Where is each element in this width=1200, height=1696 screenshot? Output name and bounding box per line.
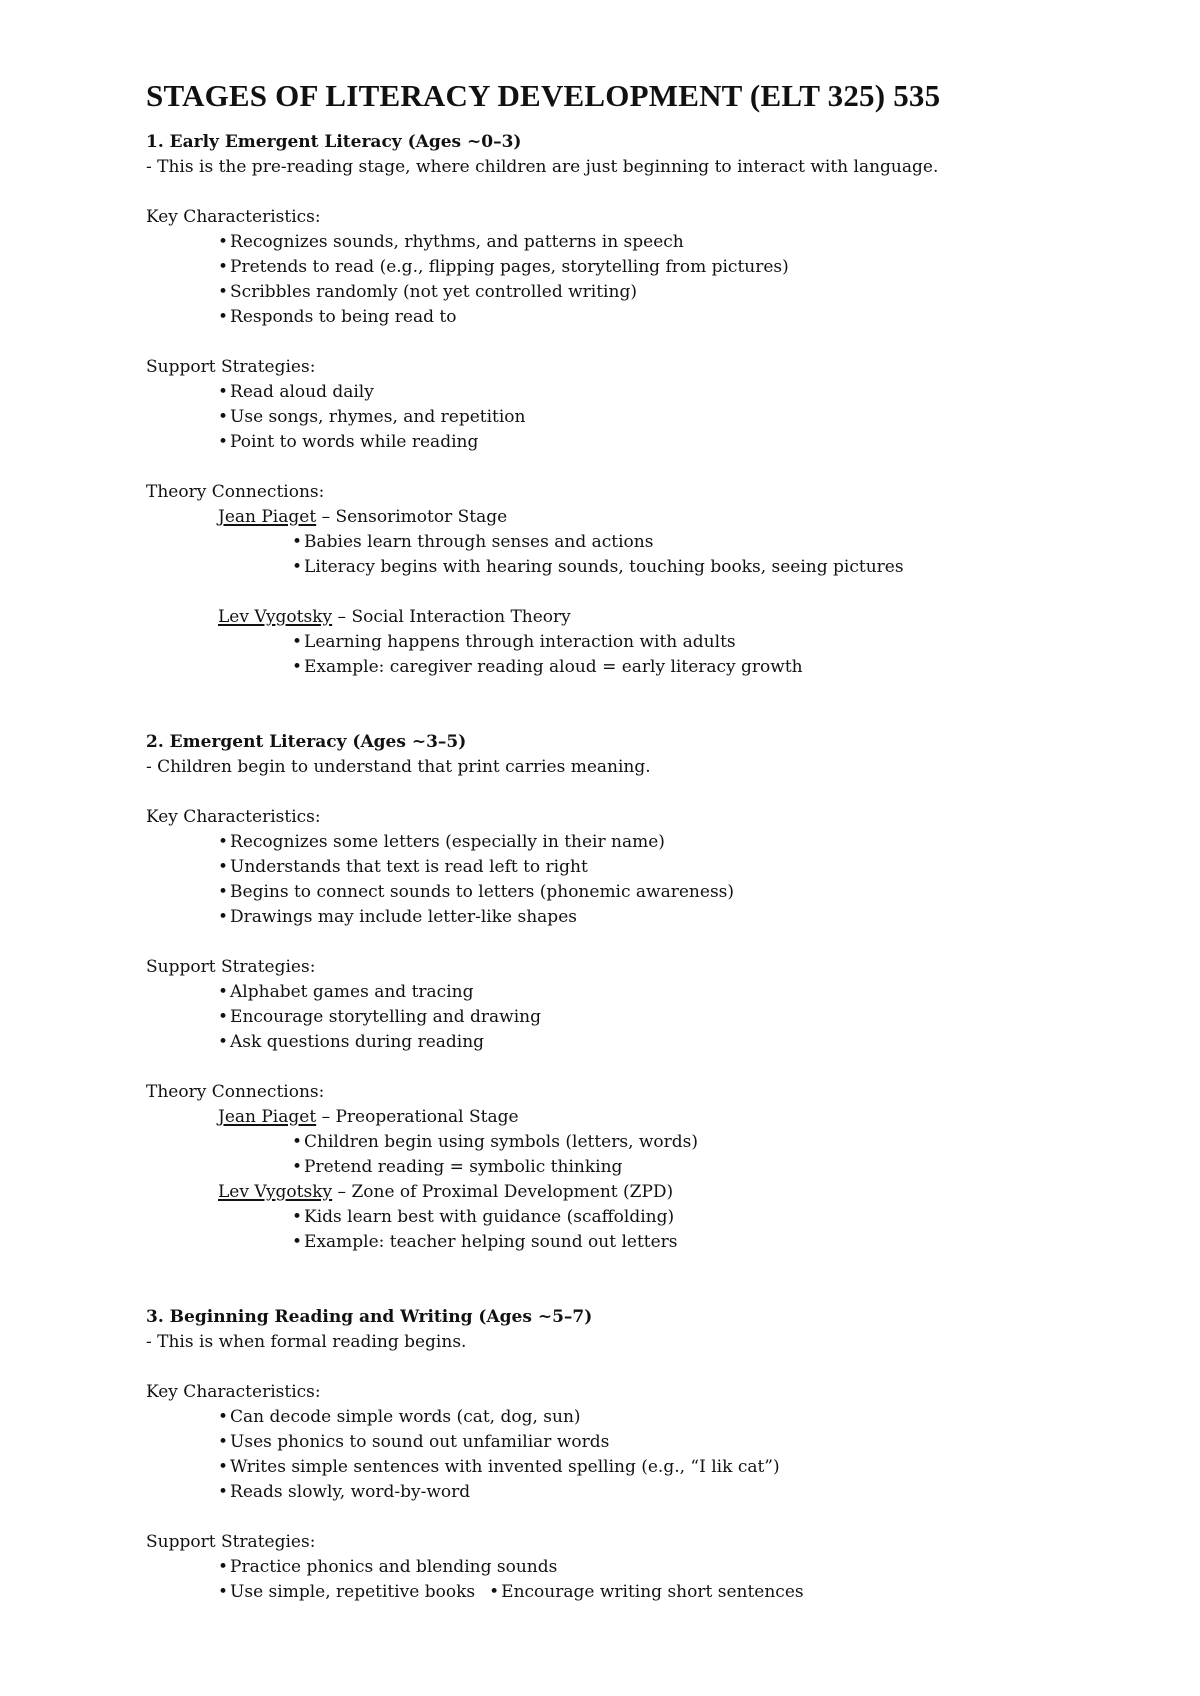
list-item-text: Point to words while reading <box>230 432 479 452</box>
theory-heading <box>146 605 1146 630</box>
list-item <box>146 405 1146 430</box>
list-item-text: Practice phonics and blending sounds <box>230 1557 558 1577</box>
stage-description: - Children begin to understand that print carries meaning. <box>146 757 651 777</box>
list-item <box>146 1580 1146 1605</box>
bullet: • <box>218 857 229 877</box>
theory-concept: Sensorimotor Stage <box>335 507 508 527</box>
bullet: • <box>218 432 229 452</box>
stage-3-section <box>146 1305 1146 1605</box>
list-item-text: Can decode simple words (cat, dog, sun) <box>230 1407 581 1427</box>
dash: – <box>337 607 347 627</box>
support-strategies-label: Support Strategies: <box>146 1532 316 1552</box>
key-characteristics-label: Key Characteristics: <box>146 207 321 227</box>
list-item-text: Scribbles randomly (not yet controlled writing) <box>230 282 637 302</box>
list-item <box>146 230 1146 255</box>
bullet: • <box>218 1482 229 1502</box>
list-item-text: Read aloud daily <box>230 382 374 402</box>
bullet: • <box>218 1032 229 1052</box>
bullet: • <box>489 1582 500 1602</box>
support-strategies-label: Support Strategies: <box>146 957 316 977</box>
stage-description: - This is the pre-reading stage, where children are just beginning to interact with language. <box>146 157 939 177</box>
theory-connections-label: Theory Connections: <box>146 1082 325 1102</box>
theorist-name: Jean Piaget <box>218 1107 317 1127</box>
list-item <box>146 830 1146 855</box>
stage-2-section <box>146 730 1146 1255</box>
list-item-text: Reads slowly, word-by-word <box>230 1482 471 1502</box>
bullet: • <box>292 1232 303 1252</box>
list-item-text: Use songs, rhymes, and repetition <box>230 407 526 427</box>
bullet: • <box>218 1557 229 1577</box>
theorist-name: Lev Vygotsky <box>218 1182 333 1202</box>
bullet: • <box>292 1157 303 1177</box>
list-item-text: Encourage storytelling and drawing <box>230 1007 541 1027</box>
key-characteristics-label: Key Characteristics: <box>146 807 321 827</box>
theory-heading <box>146 1180 1146 1205</box>
theorist-name: Lev Vygotsky <box>218 607 333 627</box>
list-item-text: Pretends to read (e.g., flipping pages, storytelling from pictures) <box>230 257 789 277</box>
list-item <box>146 255 1146 280</box>
list-item-text: Pretend reading = symbolic thinking <box>304 1157 623 1177</box>
bullet: • <box>292 532 303 552</box>
list-item <box>146 655 1146 680</box>
bullet: • <box>218 882 229 902</box>
list-item-text: Example: caregiver reading aloud = early literacy growth <box>304 657 803 677</box>
bullet: • <box>218 232 229 252</box>
list-item-text: Begins to connect sounds to letters (phonemic awareness) <box>230 882 735 902</box>
list-item <box>146 630 1146 655</box>
list-item-text: Alphabet games and tracing <box>230 982 474 1002</box>
theory-concept: Social Interaction Theory <box>351 607 571 627</box>
list-item-text: Recognizes some letters (especially in their name) <box>230 832 665 852</box>
list-item-text: Example: teacher helping sound out letters <box>304 1232 678 1252</box>
bullet: • <box>218 982 229 1002</box>
list-item-text: Uses phonics to sound out unfamiliar words <box>230 1432 610 1452</box>
theory-concept: Zone of Proximal Development (ZPD) <box>351 1182 674 1202</box>
bullet: • <box>292 1132 303 1152</box>
dash: – <box>321 507 331 527</box>
list-item <box>146 555 1146 580</box>
theorist-name: Jean Piaget <box>218 507 317 527</box>
list-item <box>146 1555 1146 1580</box>
list-item <box>146 530 1146 555</box>
key-characteristics-label: Key Characteristics: <box>146 1382 321 1402</box>
bullet: • <box>218 282 229 302</box>
list-item-text: Understands that text is read left to right <box>230 857 588 877</box>
list-item <box>146 1030 1146 1055</box>
list-item-text: Ask questions during reading <box>230 1032 485 1052</box>
bullet: • <box>218 257 229 277</box>
stage-heading: 2. Emergent Literacy (Ages ~3–5) <box>146 732 467 752</box>
dash: – <box>337 1182 347 1202</box>
list-item <box>146 1455 1146 1480</box>
list-item-text: Learning happens through interaction with adults <box>304 632 736 652</box>
list-item <box>146 1405 1146 1430</box>
list-item-text: Recognizes sounds, rhythms, and patterns in speech <box>230 232 684 252</box>
list-item-text: Use simple, repetitive books <box>230 1582 476 1602</box>
bullet: • <box>292 657 303 677</box>
list-item-text: Children begin using symbols (letters, words) <box>304 1132 699 1152</box>
list-item-text: Literacy begins with hearing sounds, touching books, seeing pictures <box>304 557 904 577</box>
list-item <box>146 1130 1146 1155</box>
list-item <box>146 880 1146 905</box>
bullet: • <box>218 307 229 327</box>
list-item <box>146 380 1146 405</box>
list-item-text: Writes simple sentences with invented spelling (e.g., “I lik cat”) <box>230 1457 780 1477</box>
list-item <box>146 855 1146 880</box>
list-item-text: Responds to being read to <box>230 307 457 327</box>
stage-1-section <box>146 130 1146 680</box>
document-page <box>146 74 1146 1605</box>
list-item <box>146 430 1146 455</box>
list-item-text: Babies learn through senses and actions <box>304 532 654 552</box>
bullet: • <box>218 407 229 427</box>
list-item <box>146 305 1146 330</box>
bullet: • <box>292 1207 303 1227</box>
list-item <box>146 280 1146 305</box>
list-item <box>146 1005 1146 1030</box>
list-item <box>146 1480 1146 1505</box>
bullet: • <box>218 907 229 927</box>
support-strategies-label: Support Strategies: <box>146 357 316 377</box>
list-item <box>146 905 1146 930</box>
list-item-text: Encourage writing short sentences <box>501 1582 804 1602</box>
list-item <box>146 1430 1146 1455</box>
list-item-text: Drawings may include letter-like shapes <box>230 907 577 927</box>
list-item <box>146 1155 1146 1180</box>
stage-description: - This is when formal reading begins. <box>146 1332 467 1352</box>
theory-heading <box>146 1105 1146 1130</box>
theory-heading <box>146 505 1146 530</box>
bullet: • <box>218 1407 229 1427</box>
list-item-text: Kids learn best with guidance (scaffolding) <box>304 1207 675 1227</box>
list-item <box>146 1230 1146 1255</box>
theory-connections-label: Theory Connections: <box>146 482 325 502</box>
stage-heading: 3. Beginning Reading and Writing (Ages ~5–7) <box>146 1307 593 1327</box>
bullet: • <box>292 632 303 652</box>
bullet: • <box>218 1582 229 1602</box>
bullet: • <box>292 557 303 577</box>
dash: – <box>321 1107 331 1127</box>
list-item <box>146 1205 1146 1230</box>
bullet: • <box>218 1007 229 1027</box>
theory-concept: Preoperational Stage <box>335 1107 519 1127</box>
bullet: • <box>218 382 229 402</box>
list-item <box>146 980 1146 1005</box>
document-title: STAGES OF LITERACY DEVELOPMENT (ELT 325) 535 <box>146 78 941 113</box>
bullet: • <box>218 1457 229 1477</box>
bullet: • <box>218 1432 229 1452</box>
stage-heading: 1. Early Emergent Literacy (Ages ~0–3) <box>146 132 522 152</box>
bullet: • <box>218 832 229 852</box>
